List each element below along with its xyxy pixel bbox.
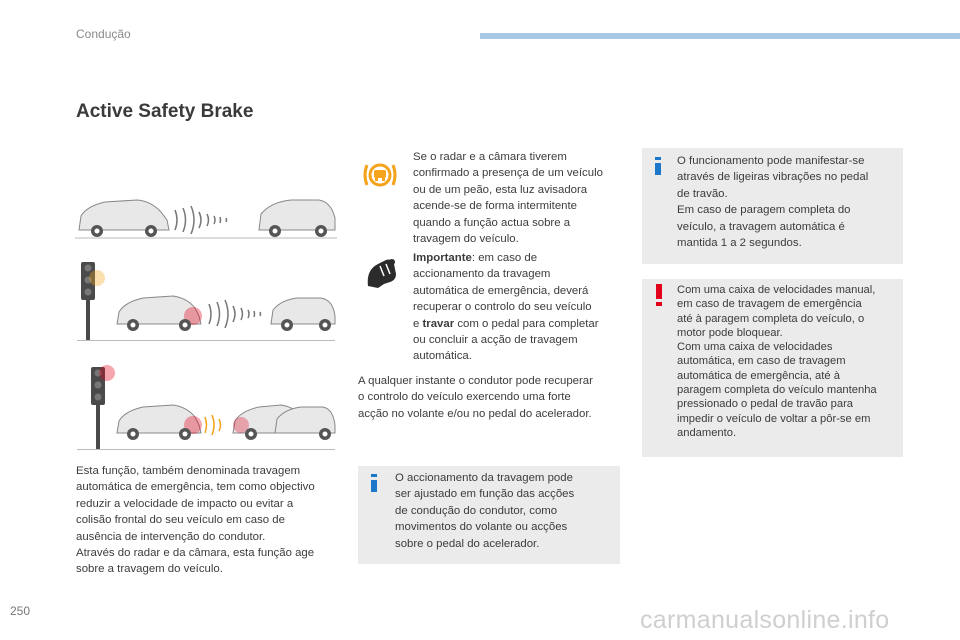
warning-light-text: Se o radar e a câmara tiverem confirmado a presença de um veículo ou de um peão, esta luz avisadora acende-se de forma intermitente quando a função actua sobre a travagem do veículo. — [413, 151, 603, 246]
brake-keyword: travar — [422, 317, 455, 330]
info-icon — [371, 474, 377, 497]
page-title: Active Safety Brake — [76, 101, 254, 122]
intro-text: Esta função, também denominada travagem automática de emergência, tem como objectivo reduzir a velocidade de impacto ou evitar a colisão frontal do seu veículo em caso de ausência de intervenção do condutor. Através do radar e da câmara, esta função age sobre a travagem do veículo. — [76, 465, 315, 576]
info-box-vibrations: O funcionamento pode manifestar-se através de ligeiras vibrações no pedal de travão. Em caso de paragem completa do veículo, a travagem automática é mantida 1 a 2 segundos. — [642, 148, 903, 264]
info-box-adjustment: O accionamento da travagem pode ser ajustado em função das acções de condução do condutor, como movimentos do volante ou acções sobre o pedal do acelerador. — [358, 466, 620, 564]
watermark: carmanualsonline.info — [640, 606, 890, 634]
section-title: Condução — [76, 27, 131, 41]
illustration-warning-phase — [75, 254, 337, 346]
warning-box-gearbox: Com uma caixa de velocidades manual, em caso de travagem de emergência até à paragem completa do veículo, o motor pode bloquear. Com uma caixa de velocidades automática, em caso de travagem automática de emergência, até à paragem completa do veículo mantenha pressionado o pedal de travão para impedir o veículo de voltar a pôr-se em andamento. — [642, 279, 903, 457]
hand-on-wheel-icon — [364, 256, 400, 295]
header-bar — [480, 33, 960, 39]
illustration-braking-phase — [75, 363, 337, 455]
info-icon — [655, 157, 661, 180]
important-label: Importante — [413, 252, 472, 264]
page-number: 250 — [10, 604, 31, 618]
auto-brake-warning-light-icon — [361, 156, 399, 199]
important-text: Importante: em caso de accionamento da travagem automática de emergência, deverá recuperar o controlo do seu veículo e travar com o pedal para completar ou concluir a acção de travagem automática. — [413, 252, 599, 363]
override-text: A qualquer instante o condutor pode recuperar o controlo do veículo exercendo uma forte acção no volante e/ou no pedal do acelerador. — [358, 375, 593, 420]
exclamation-icon — [656, 284, 662, 311]
illustration-radar-detection — [75, 192, 337, 242]
